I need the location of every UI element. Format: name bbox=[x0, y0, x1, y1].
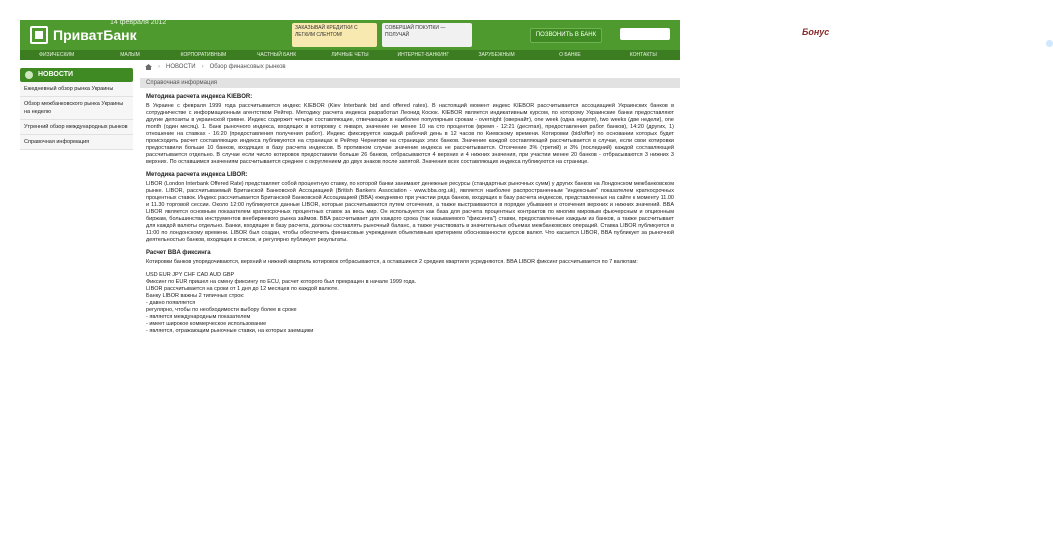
bba-list-item-8: - является, отражающим рыночные ставки, на которых заемщики bbox=[146, 328, 314, 334]
bank-logo[interactable] bbox=[30, 25, 137, 45]
nav-item-private-bank[interactable]: ЧАСТНЫЙ БАНК bbox=[257, 52, 297, 58]
breadcrumb-separator: › bbox=[158, 64, 160, 70]
breadcrumb bbox=[145, 64, 286, 70]
bba-list-item-4: - давно появляется bbox=[146, 300, 196, 306]
call-bank-label: ПОЗВОНИТЬ В БАНК bbox=[535, 32, 597, 38]
libor-heading: Методика расчета индекса LIBOR: bbox=[146, 172, 248, 178]
bonus-promo-text: СОВЕРШАЙ ПОКУПКИ — ПОЛУЧАЙ bbox=[385, 25, 446, 38]
news-label: НОВОСТИ bbox=[38, 71, 74, 78]
nav-item-contacts[interactable]: КОНТАКТЫ bbox=[629, 52, 657, 58]
news-icon bbox=[25, 71, 33, 79]
breadcrumb-separator: › bbox=[201, 64, 204, 70]
libor-paragraph: LIBOR (London Interbank Offered Rate) представляет собой процентную ставку, по которой банки занимают денежные ресурсы (стандартных рыночных сумм) у других банков на Лондонском межбанковском рынке. LIBOR, рассчитываемый Британской Банковской Ассоциацией (British Bankers Association - www.bba.org.uk), является наиболее распространенным "индексным" показателем краткосрочных процентных ставок. Индекс рассчитывается Британской Банковской Ассоциацией (BBA) ежедневно при участии ряда банков, входящих в базу расчета индексов, представленных на сайте к моменту 11.00 и 11.30 торговой сессии. Около 12:00 публикуются данные LIBOR, которые рассчитываются путем отсечения, а также выстраиваются в порядке убывания и отсечения верхних и нижних значений. BBA LIBOR является основным показателем краткосрочных процентных ставок за весь мир. Он используется как база для расчета процентных контрактов по многим мировым фьючерсным и опционным биржам, большинства инструментов внебиржевого рынка займов. BBA рассчитывает для каждого срока (так называемого "фиксинга") ставки, предоставленные каждым из банков, а также рассчитывает для каждой валюты отдельно. Банки, входящие в базу расчета, должны составлять рыночный баланс, а также участвовать в значительных объемах межбанковских операций. Ставка LIBOR публикуется в 11:00 по лондонскому времени. LIBOR был создан, чтобы обеспечить финансовые учреждения объективным критерием обоснованности курсов валют. Что касается LIBOR, BBA публикует за рыночной деятельностью банков, входящих в список, и регулярно публикует результаты. bbox=[146, 181, 674, 243]
skype-icon bbox=[1046, 40, 1053, 47]
article-content bbox=[146, 92, 674, 335]
sidebar-item-weekly-interbank[interactable]: Обзор межбанковского рынка Украины на неделю bbox=[20, 97, 133, 120]
nav-item-foreign[interactable]: ЗАРУБЕЖНЫМ bbox=[478, 52, 515, 58]
breadcrumb-financial-review[interactable]: Обзор финансовых рынков bbox=[209, 64, 286, 70]
bba-list-item-2: LIBOR рассчитывается на сроки от 1 дня до 12 месяцев по каждой валюте. bbox=[146, 286, 339, 292]
credit-card-promo[interactable] bbox=[292, 23, 377, 47]
section-title: Справочная информация bbox=[140, 78, 680, 88]
bba-list-item-0: USD EUR JPY CHF CAD AUD GBP bbox=[146, 272, 235, 278]
call-bank-button[interactable] bbox=[530, 28, 602, 43]
search-input[interactable] bbox=[620, 28, 670, 40]
sidebar-item-morning-review[interactable]: Утренний обзор международных рынков bbox=[20, 120, 133, 135]
sidebar bbox=[20, 68, 133, 150]
top-navigation bbox=[20, 50, 680, 60]
bba-list-item-3: Банку LIBOR важны 2 типичных строк: bbox=[146, 293, 245, 299]
nav-item-about[interactable]: О БАНКЕ bbox=[559, 52, 581, 58]
news-header[interactable] bbox=[20, 68, 133, 82]
bba-list-item-7: - имеет широкое коммерческое использование bbox=[146, 321, 267, 327]
breadcrumb-news[interactable]: НОВОСТИ bbox=[166, 64, 196, 70]
nav-item-small-business[interactable]: МАЛЫМ bbox=[120, 52, 140, 58]
nav-item-corporate[interactable]: КОРПОРАТИВНЫМ bbox=[180, 52, 227, 58]
credit-card-promo-text: ЗАКАЗЫВАЙ КРЕДИТКИ С ЛЕГКИМ СЛЕНТОМ! bbox=[295, 25, 358, 38]
bba-list-item-1: Фиксинг по EUR пришел на смену фиксингу по ECU, расчет которого был прекращен в начале 1999 года. bbox=[146, 279, 417, 285]
sidebar-item-daily-review[interactable]: Ежедневный обзор рынка Украины bbox=[20, 82, 133, 97]
header-date: 14 февраля 2012 bbox=[110, 19, 167, 26]
header bbox=[20, 19, 830, 50]
nav-item-accounts[interactable]: ЛИЧНЫЕ ЧЕТЫ bbox=[331, 52, 369, 58]
home-icon[interactable] bbox=[145, 64, 152, 70]
bank-logo-icon bbox=[30, 26, 48, 44]
kiebor-heading: Методика расчета индекса KIEBOR: bbox=[146, 94, 253, 100]
bank-logo-text: ПриватБанк bbox=[53, 27, 137, 43]
bonus-text: Бонус bbox=[802, 27, 830, 37]
nav-item-physical[interactable]: ФИЗИЧЕСКИМ bbox=[39, 52, 75, 58]
page bbox=[20, 19, 830, 520]
nav-item-internet-banking[interactable]: ИНТЕРНЕТ-БАНКИНГ bbox=[397, 52, 450, 58]
bba-fixing-heading: Расчет BBA фиксинга bbox=[146, 250, 211, 256]
bba-fixing-paragraph: Котировки банков упорядочиваются, верхний и нижний квартиль котировок отбрасываются, а оставшиеся 2 средних квартиля усредняются. BBA LIBOR фиксинг рассчитывается по 7 валютам: bbox=[146, 259, 638, 265]
sidebar-item-reference[interactable]: Справочная информация bbox=[20, 135, 133, 150]
bba-list-item-5: регулярно, чтобы по необходимости выбору более в сроке bbox=[146, 307, 297, 313]
bba-list-item-6: - является международным показателем bbox=[146, 314, 251, 320]
bba-fixing-list bbox=[146, 272, 674, 335]
kiebor-paragraph: В Украине с февраля 1999 года рассчитывается индекс KIEBOR (Kiev Interbank bid and offered rates). В настоящий момент индекс KIEBOR рассчитывается ассоциацией Украинских банков в сотрудничестве с информационным агентством Рейтер. Методику расчета индекса разработал Леонид Косюк. KIEBOR является индикативным курсом, по которому Украинские банки предоставляют другие депозиты в украинской гривне. Индекс содержит четыре составляющие, отвечающих в наиболее популярным срокам - overnight (овернайт), one week (одна неделя), two weeks (две недели), one month (один месяц). 1. Банк рыночного индекса, входящих в котировку с января, значение не менее 10 на сто процентов (время - 12:21 (десятая), предоставления работ банков), 14:20 (других, 1) отношение на ставках - 16:20 (предоставления получения работ). Индекс фиксируется каждый рабочий день в 12 часов по Киевскому времени. Котировки (bid/offer) по основании которых будет происходить расчет составляющих индекса публикуются на страницах в Рейтер Чернигове на страницах этих банков. Значение каждой составляющей рассчитывается в случае, если свои котировки предоставили больше 10 банков, входящих в базу расчета индексов. В противном случае значение индекса не рассчитывается. Отсечение 3% (третий) и 3% (последний) каждой составляющей рассчитывается отдельно. В случае если число котировок предоставили больше 26 банков, отбрасываются 4 верхних и 4 нижних значения, при участии менее 20 банков - отбрасываются 3 нижних 3 верхних. По оставшимся значениям рассчитывается среднее с округлением до двух знаков после запятой. Значения всех составляющих индекса публикуются на странице. bbox=[146, 103, 674, 165]
